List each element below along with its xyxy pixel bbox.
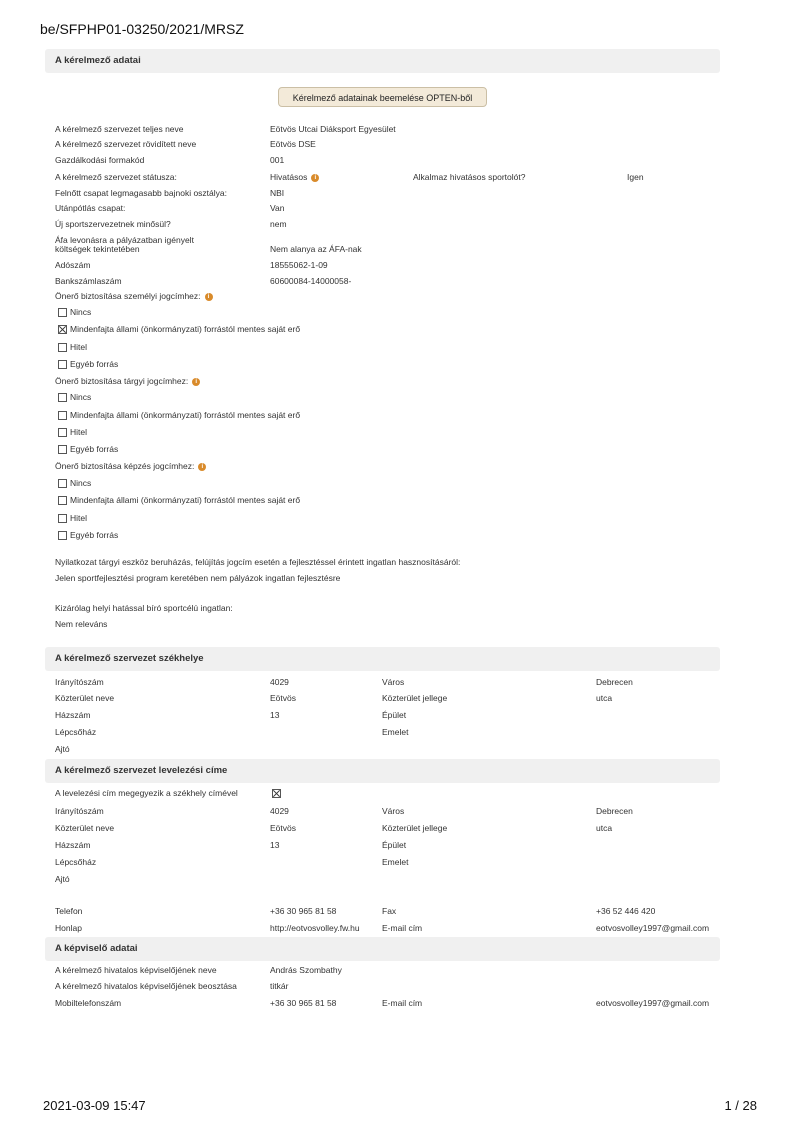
short-name-value: Eötvös DSE (270, 139, 316, 149)
mail-zip-value: 4029 (270, 806, 289, 816)
seat-street-label: Közterület neve (55, 693, 115, 703)
full-name-value: Eötvös Utcai Diáksport Egyesület (270, 124, 396, 134)
mail-number-value: 13 (270, 840, 280, 850)
vat-label-line1: Áfa levonásra a pályázatban igényelt (55, 235, 194, 245)
full-name-label: A kérelmező szervezet teljes neve (55, 124, 184, 134)
local-impact-value: Nem releváns (55, 619, 108, 629)
option-label: Nincs (70, 478, 92, 488)
mail-city-label: Város (382, 806, 405, 816)
checkbox-training-other[interactable] (58, 531, 67, 540)
checkbox-material-nincs[interactable] (58, 393, 67, 402)
youth-team-value: Van (270, 203, 285, 213)
seat-city-label: Város (382, 677, 405, 687)
fax-label: Fax (382, 906, 397, 916)
funding-personal-title-text: Önerő biztosítása személyi jogcímhez: (55, 291, 201, 301)
mail-city-value: Debrecen (596, 806, 633, 816)
declaration-label: Nyilatkozat tárgyi eszköz beruházás, felújítás jogcím esetén a fejlesztéssel érintett ingatlan hasznosításáról: (55, 557, 461, 567)
seat-street-type-value: utca (596, 693, 613, 703)
rep-email-value[interactable]: eotvosvolley1997@gmail.com (596, 998, 710, 1008)
declaration-value: Jelen sportfejlesztési program keretében nem pályázok ingatlan fejlesztésre (55, 573, 341, 583)
mail-street-type-label: Közterület jellege (382, 823, 448, 833)
option-label: Hitel (70, 342, 88, 352)
seat-stair-label: Lépcsőház (55, 727, 97, 737)
tax-value: 18555062-1-09 (270, 260, 328, 270)
seat-floor-label: Emelet (382, 727, 409, 737)
adult-class-value: NBI (270, 188, 285, 198)
pro-athlete-value: Igen (627, 172, 644, 182)
checkbox-personal-nincs[interactable] (58, 308, 67, 317)
bank-value: 60600084-14000058- (270, 276, 352, 286)
info-icon[interactable]: i (192, 378, 200, 386)
option-label: Nincs (70, 307, 92, 317)
pro-athlete-label: Alkalmaz hivatásos sportolót? (413, 172, 526, 182)
adult-class-label: Felnőtt csapat legmagasabb bajnoki osztálya: (55, 188, 227, 198)
footer-timestamp: 2021-03-09 15:47 (43, 1098, 146, 1113)
option-label: Mindenfajta állami (önkormányzati) forrástól mentes saját erő (70, 410, 301, 420)
mail-zip-label: Irányítószám (55, 806, 104, 816)
new-org-value: nem (270, 219, 287, 229)
fax-value: +36 52 446 420 (596, 906, 656, 916)
youth-team-label: Utánpótlás csapat: (55, 203, 126, 213)
mail-street-label: Közterület neve (55, 823, 115, 833)
mail-door-label: Ajtó (55, 874, 70, 884)
option-label: Egyéb forrás (70, 530, 119, 540)
info-icon[interactable]: i (198, 463, 206, 471)
opten-import-button[interactable]: Kérelmező adatainak beemelése OPTEN-ből (278, 87, 487, 107)
info-icon[interactable]: i (311, 174, 319, 182)
checkbox-training-nincs[interactable] (58, 479, 67, 488)
email-value[interactable]: eotvosvolley1997@gmail.com (596, 923, 710, 933)
status-label: A kérelmező szervezet státusza: (55, 172, 177, 182)
checkbox-personal-other[interactable] (58, 360, 67, 369)
checkbox-training-own[interactable] (58, 496, 67, 505)
info-icon[interactable]: i (205, 293, 213, 301)
section-header-representative: A képviselő adatai (45, 937, 720, 961)
option-label: Hitel (70, 513, 88, 523)
seat-street-type-label: Közterület jellege (382, 693, 448, 703)
rep-email-label: E-mail cím (382, 998, 423, 1008)
checkbox-mailing-same[interactable] (272, 789, 281, 798)
web-label: Honlap (55, 923, 82, 933)
mailing-same-label: A levelezési cím megegyezik a székhely címével (55, 788, 238, 798)
seat-zip-value: 4029 (270, 677, 289, 687)
section-header-applicant: A kérelmező adatai (45, 49, 720, 73)
option-label: Egyéb forrás (70, 359, 119, 369)
new-org-label: Új sportszervezetnek minősül? (55, 219, 171, 229)
funding-personal-title (55, 291, 213, 302)
status-text: Hivatásos (270, 172, 308, 182)
seat-number-label: Házszám (55, 710, 91, 720)
short-name-label: A kérelmező szervezet rövidített neve (55, 139, 197, 149)
checkbox-personal-hitel[interactable] (58, 343, 67, 352)
seat-door-label: Ajtó (55, 744, 70, 754)
seat-street-value: Eötvös (270, 693, 296, 703)
vat-label-line2: költségek tekintetében (55, 244, 140, 254)
form-code-label: Gazdálkodási formakód (55, 155, 145, 165)
rep-position-label: A kérelmező hivatalos képviselőjének beosztása (55, 981, 237, 991)
phone-label: Telefon (55, 906, 83, 916)
funding-training-title (55, 461, 206, 472)
funding-material-title-text: Önerő biztosítása tárgyi jogcímhez: (55, 376, 189, 386)
mail-number-label: Házszám (55, 840, 91, 850)
option-label: Mindenfajta állami (önkormányzati) forrástól mentes saját erő (70, 495, 301, 505)
rep-mobile-label: Mobiltelefonszám (55, 998, 122, 1008)
seat-zip-label: Irányítószám (55, 677, 104, 687)
tax-label: Adószám (55, 260, 91, 270)
option-label: Nincs (70, 392, 92, 402)
checkbox-material-own[interactable] (58, 411, 67, 420)
section-header-mailing: A kérelmező szervezet levelezési címe (45, 759, 720, 783)
web-value[interactable]: http://eotvosvolley.fw.hu (270, 923, 360, 933)
mail-street-value: Eötvös (270, 823, 296, 833)
bank-label: Bankszámlaszám (55, 276, 122, 286)
rep-position-value: titkár (270, 981, 289, 991)
email-label: E-mail cím (382, 923, 423, 933)
mail-stair-label: Lépcsőház (55, 857, 97, 867)
section-header-seat: A kérelmező szervezet székhelye (45, 647, 720, 671)
checkbox-training-hitel[interactable] (58, 514, 67, 523)
rep-name-value: András Szombathy (270, 965, 342, 975)
funding-training-title-text: Önerő biztosítása képzés jogcímhez: (55, 461, 195, 471)
phone-value: +36 30 965 81 58 (270, 906, 337, 916)
seat-building-label: Épület (382, 710, 407, 720)
page-number: 1 / 28 (724, 1098, 757, 1113)
vat-value: Nem alanya az ÁFA-nak (270, 244, 362, 254)
document-id: be/SFPHP01-03250/2021/MRSZ (40, 21, 244, 37)
checkbox-material-hitel[interactable] (58, 428, 67, 437)
mail-building-label: Épület (382, 840, 407, 850)
mail-street-type-value: utca (596, 823, 613, 833)
checkbox-personal-own[interactable] (58, 325, 67, 334)
checkbox-material-other[interactable] (58, 445, 67, 454)
seat-city-value: Debrecen (596, 677, 633, 687)
form-code-value: 001 (270, 155, 285, 165)
seat-number-value: 13 (270, 710, 280, 720)
option-label: Hitel (70, 427, 88, 437)
rep-mobile-value: +36 30 965 81 58 (270, 998, 337, 1008)
status-value (270, 172, 319, 183)
option-label: Egyéb forrás (70, 444, 119, 454)
option-label: Mindenfajta állami (önkormányzati) forrástól mentes saját erő (70, 324, 301, 334)
funding-material-title (55, 376, 200, 387)
rep-name-label: A kérelmező hivatalos képviselőjének neve (55, 965, 217, 975)
mail-floor-label: Emelet (382, 857, 409, 867)
local-impact-label: Kizárólag helyi hatással bíró sportcélú ingatlan: (55, 603, 233, 613)
